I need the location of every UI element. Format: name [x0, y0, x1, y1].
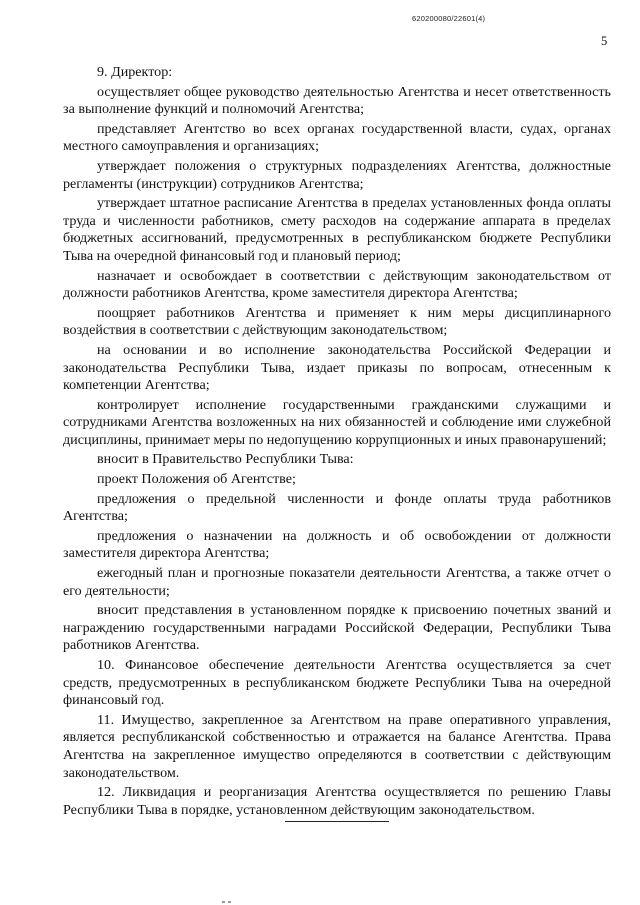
page-number: 5: [601, 34, 608, 48]
scan-mark: [222, 897, 240, 903]
paragraph: утверждает штатное расписание Агентства в пределах установленных фонда оплаты труда и численности работников, смету расходов на содержание аппарата в пределах бюджетных ассигнований, предусмотренных в республиканском бюджете Республики Тыва на очередной финансовый год и плановый период;: [63, 195, 611, 264]
paragraph: осуществляет общее руководство деятельностью Агентства и несет ответственность за выполнение функций и полномочий Агентства;: [63, 83, 611, 118]
paragraph: вносит в Правительство Республики Тыва:: [97, 451, 354, 468]
paragraph: утверждает положения о структурных подразделениях Агентства, должностные регламенты (инструкции) сотрудников Агентства;: [63, 157, 611, 192]
paragraph: 12. Ликвидация и реорганизация Агентства осуществляется по решению Главы Республики Тыва в порядке, установленном действующим законодательством.: [63, 784, 611, 818]
paragraph: назначает и освобождает в соответствии с действующим законодательством от должности работников Агентства, кроме заместителя директора Агентства;: [63, 267, 611, 302]
paragraph: контролирует исполнение государственными гражданскими служащими и сотрудниками Агентства возложенных на них обязанностей и соблюдение ими служебной дисциплины, принимает меры по недопущению коррупционных и иных правонарушений;: [63, 396, 611, 448]
paragraph: поощряет работников Агентства и применяет к ним меры дисциплинарного воздействия в соответствии с действующим законодательством;: [63, 304, 611, 339]
paragraph: вносит представления в установленном порядке к присвоению почетных званий и награждению государственными наградами Российской Федерации, Республики Тыва работников Агентства.: [63, 602, 611, 654]
paragraph: на основании и во исполнение законодательства Российской Федерации и законодательства Республики Тыва, издает приказы по вопросам, отнесенным к компетенции Агентства;: [63, 341, 611, 394]
document-code: 620200080/22601(4): [412, 14, 486, 23]
paragraph: 11. Имущество, закрепленное за Агентством на праве оперативного управления, является республиканской собственностью и отражается на балансе Агентства. Права Агентства на закрепленное имущество определяются в соответствии с действующим законодательством.: [63, 711, 611, 781]
paragraph: 10. Финансовое обеспечение деятельности Агентства осуществляется за счет средств, предусмотренных в республиканском бюджете Республики Тыва на очередной финансовый год.: [63, 657, 611, 709]
document-body: [63, 64, 611, 821]
paragraph: 9. Директор:: [97, 64, 173, 80]
closing-rule: [285, 821, 389, 822]
paragraph: предложения о назначении на должность и об освобождении от должности заместителя директора Агентства;: [63, 527, 611, 562]
paragraph: ежегодный план и прогнозные показатели деятельности Агентства, а также отчет о его деятельности;: [63, 565, 611, 599]
paragraph: проект Положения об Агентстве;: [97, 471, 296, 488]
paragraph: представляет Агентство во всех органах государственной власти, судах, органах местного самоуправления и организациях;: [63, 120, 611, 155]
paragraph: предложения о предельной численности и фонде оплаты труда работников Агентства;: [63, 490, 611, 525]
